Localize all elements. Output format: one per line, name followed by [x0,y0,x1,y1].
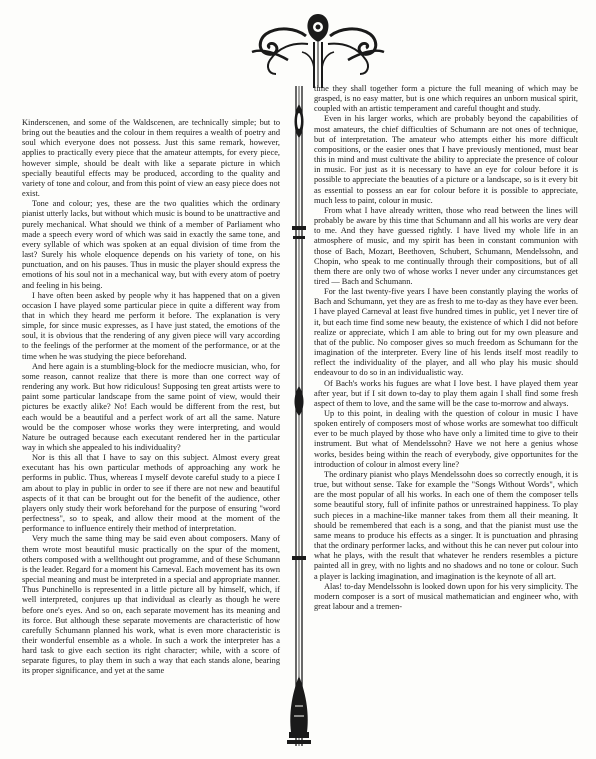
paragraph: Very much the same thing may be said even about composers. Many of them wrote most beautiful music practically on the spur of the moment, others composed with a wellthought out programme, and of these Schumann is the leader. Regard for a moment his Carneval. Each movement has its own special meaning and must be interpreted in a special and appropriate manner. Thus Punchinello is represented in a little picture all by himself, which, if well interpreted, conjures up that individual as clearly as though he were before one's eyes. And so on, each separate movement has its meaning and its force. But although these separate movements are characteristic of how carefully Schumann planned his work, what is even more characteristic is their wonderful ensemble as a whole. In such a work the interpreter has a hard task to give each section its right character; while, with a score of separate figures, to play them in such a way that each stands alone, bearing its proper significance, and yet at the same [22,534,280,676]
paragraph: And here again is a stumbling-block for the mediocre musician, who, for some reason, cannot realize that there is more than one correct way of rendering any work. But how ridiculous! Supposing ten great artists were to paint some particular landscape from the same point of view, would their pictures be exactly alike? No! Each would be different from the rest, but each would be a beautiful and a perfect work of art all the same. Nature would be the composer whose works they were interpreting, and would Nature be outraged because each executant rendered her in the particular way in which she appealed to his individuality? [22,361,280,452]
left-text-column [22,118,280,677]
art-nouveau-ornament-header [248,8,388,88]
paragraph: For the last twenty-five years I have been constantly playing the works of Bach and Schumann, yet they are as fresh to me to-day as they have ever been. I have played Carneval at least five hundred times in public, yet I never tire of it, but each time find some new beauty, the existence of which I did not before realize or appreciate, which I am able to bring out for my own pleasure and that of the public. No composer gives so much freedom as Schumann for the imagination of the interpreter. Every line of his lends itself most readily to reflect the individuality of the player, and all who play his music should endeavour to do so in an individualistic way. [314,287,578,378]
right-text-column [314,84,578,612]
paragraph: Tone and colour; yes, these are the two qualities which the ordinary pianist utterly lacks, but without which music is bound to be unattractive and purely mechanical. What should we think of a member of Parliament who made a speech every word of which was said in exactly the same tone, and every syllable of which was spoken at an equal division of time from the last? Surely his whole eloquence depends on his variety of tone, on his punctuation, and on his pauses. Thus in music the player should express the emotions of his soul not in a mechanical way, but with every atom of poetry and feeling in his being. [22,199,280,290]
paragraph: The ordinary pianist who plays Mendelssohn does so correctly enough, it is true, but without sense. Take for example the "Songs Without Words", which are the most popular of all his works. In each one of them the composer tells some beautiful story, full of infinite pathos or unrestrained happiness. To play such pieces in a machine-like manner takes from them all their meaning. It should be remembered that each is a song, and that the pianist must use the same means to produce his effects as a singer. It is punctuation and phrasing that the ordinary performer lacks, and without this he can never put colour into what he plays, with the result that whatever he renders resembles a picture painted all in grey, with no lights and no shadows and no tone or colour. Such a player is lacking imagination, and imagination is the keynote of all art. [314,469,578,581]
paragraph: Nor is this all that I have to say on this subject. Almost every great executant has his own particular methods of approaching any work he performs in public. Thus, whereas I myself devote careful study to a piece I am about to play in public in order to see if there are not new and beautiful aspects of it that can be brought out for the benefit of the audience, other players only study their work beforehand for the purpose of ensuring "word perfectness", so to speak, and allow their mood at the moment of the performance to influence entirely their method of interpretation. [22,453,280,534]
paragraph: Even in his larger works, which are probably beyond the capabilities of most amateurs, the chief difficulties of Schumann are not ones of technique, but of interpretation. The amateur who attempts either his more difficult compositions, or the easier ones that I have previously mentioned, must bear this in mind and must cultivate the ability to appreciate the presence of colour in music. For just as it is necessary to have an eye for colour before it is possible to appreciate the beauties of a picture or a landscape, so is it every bit as essential to possess an ear for colour before it is possible to appreciate, much less to paint, colour in music. [314,114,578,205]
paragraph: Up to this point, in dealing with the question of colour in music I have spoken entirely of composers most of whose works are somewhat too difficult ever to be much played by those who have only a limited time to give to their instrument. But what of Mendelssohn? Have we not here a genius whose works, besides being within the reach of everybody, give opportunites for the introduction of colour in almost every line? [314,409,578,469]
ornamental-column-divider [287,86,311,746]
paragraph: From what I have already written, those who read between the lines will probably be aware by this time that Schumann and all his works are very dear to me. And they have guessed rightly. I have lived my whole life in an atmosphere of music, and my spirit has been in constant communion with those of Bach, Mozart, Beethoven, Schubert, Schumann, Mendelssohn, and Chopin, who speak to me continually through their compositions, but of all them there are only two of whose works I never under any circumstances get tired — Bach and Schumann. [314,205,578,286]
paragraph: Alas! to-day Mendelssohn is looked down upon for his very simplicity. The modern composer is a sort of musical mathematician and engineer who, with great labour and a tremen- [314,581,578,611]
paragraph: I have often been asked by people why it has happened that on a given occasion I have played some particular piece in quite a different way from that in which they heard me perform it before. The explanation is very simple, for since music expresses, as I have just stated, the emotions of the soul, it is obvious that the rendering of any given piece will vary according to the feelings of the performer at the moment of the performance, or at the time when he was studying the piece beforehand. [22,290,280,361]
paragraph: Of Bach's works his fugues are what I love best. I have played them year after year, but if I sit down to-day to play them again I shall find some fresh aspect of them to love, and the same will be the case to-morrow and always. [314,378,578,408]
paragraph: time they shall together form a picture the full meaning of which may be grasped, is no easy matter, but is one which requires an unborn musical spirit, coupled with an artistic temperament and careful thought and study. [314,84,578,114]
paragraph: Kinderscenen, and some of the Waldscenen, are technically simple; but to bring out the beauties and the colour in them requires a wealth of poetry and soul which everyone does not possess. Just this same remark, however, applies to practically every piece that the amateur attempts, for every piece, however simple, should be dealt with like a separate picture in which specially beautiful effects may be produced, according to the quality and variety of tone and colour, and from this point of view an easy piece does not exist. [22,118,280,199]
